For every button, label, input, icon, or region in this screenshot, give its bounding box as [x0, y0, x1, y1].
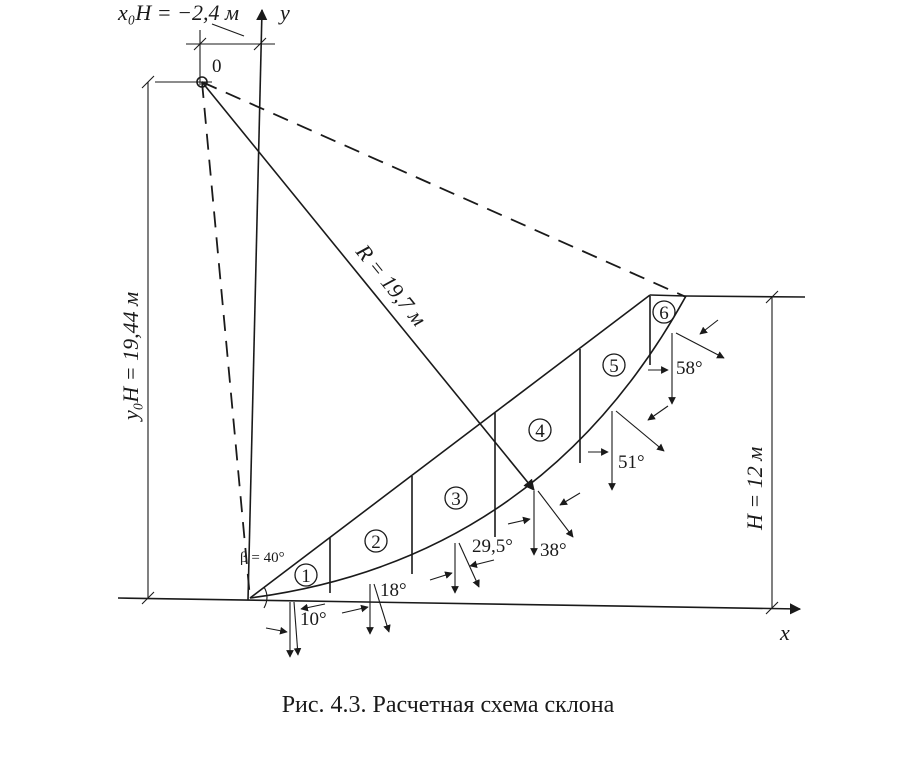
slice-4 [508, 419, 580, 561]
slice-2 [342, 530, 407, 634]
y0h-label: y₀H = 19,44 м [118, 291, 143, 420]
y-axis-label: y [280, 0, 290, 25]
y-axis [248, 10, 262, 600]
slice-5 [588, 354, 668, 490]
slice-6-angle-arrow [700, 320, 718, 334]
figure-caption: Рис. 4.3. Расчетная схема склона [281, 692, 615, 718]
slice-4-number: 4 [535, 421, 545, 442]
slice-6-normal-arrow [676, 333, 724, 358]
x0h-label: x₀H = −2,4 м [118, 0, 240, 25]
slice-1-angle: 10° [300, 609, 327, 630]
slice-1-number: 1 [301, 566, 311, 587]
slice-5-normal-arrow [616, 411, 664, 451]
slope-crest-segment [650, 295, 686, 296]
beta-angle-arc [264, 587, 267, 608]
slice-3-angle: 29,5° [472, 536, 513, 557]
slice-6-angle: 58° [676, 358, 703, 379]
radius-to-toe-dashed [202, 82, 250, 598]
x-axis-label: x [780, 620, 790, 645]
slice-3-angle-arrow [470, 560, 494, 566]
beta-label: β = 40° [240, 550, 285, 566]
slice-5-angle: 51° [618, 452, 645, 473]
slice-3-shear-arrow [430, 573, 452, 580]
top-ground-line [686, 296, 805, 297]
slice-4-angle: 38° [540, 540, 567, 561]
slice-6-number: 6 [659, 303, 669, 324]
slice-1 [266, 564, 327, 657]
slice-1-normal-arrow [294, 602, 298, 655]
h-label: H = 12 м [742, 446, 767, 530]
center-label: 0 [212, 56, 222, 77]
slice-6 [648, 301, 724, 404]
radius-to-crest-dashed [202, 82, 686, 297]
radius-r-label: R = 19,7 м [351, 239, 432, 331]
slice-2-angle: 18° [380, 580, 407, 601]
slice-3-number: 3 [451, 489, 461, 510]
sliding-surface-arc [250, 296, 686, 598]
x0h-leader [212, 24, 244, 36]
slice-1-shear-arrow [266, 628, 287, 632]
slice-2-shear-arrow [342, 607, 368, 613]
slice-4-shear-arrow [508, 519, 530, 524]
slice-5-number: 5 [609, 356, 619, 377]
slice-5-angle-arrow [648, 406, 668, 420]
x-axis [118, 598, 800, 609]
slice-2-number: 2 [371, 532, 381, 553]
slope-face-line [250, 295, 650, 598]
slice-4-normal-arrow [538, 491, 573, 537]
slice-4-angle-arrow [560, 493, 580, 505]
